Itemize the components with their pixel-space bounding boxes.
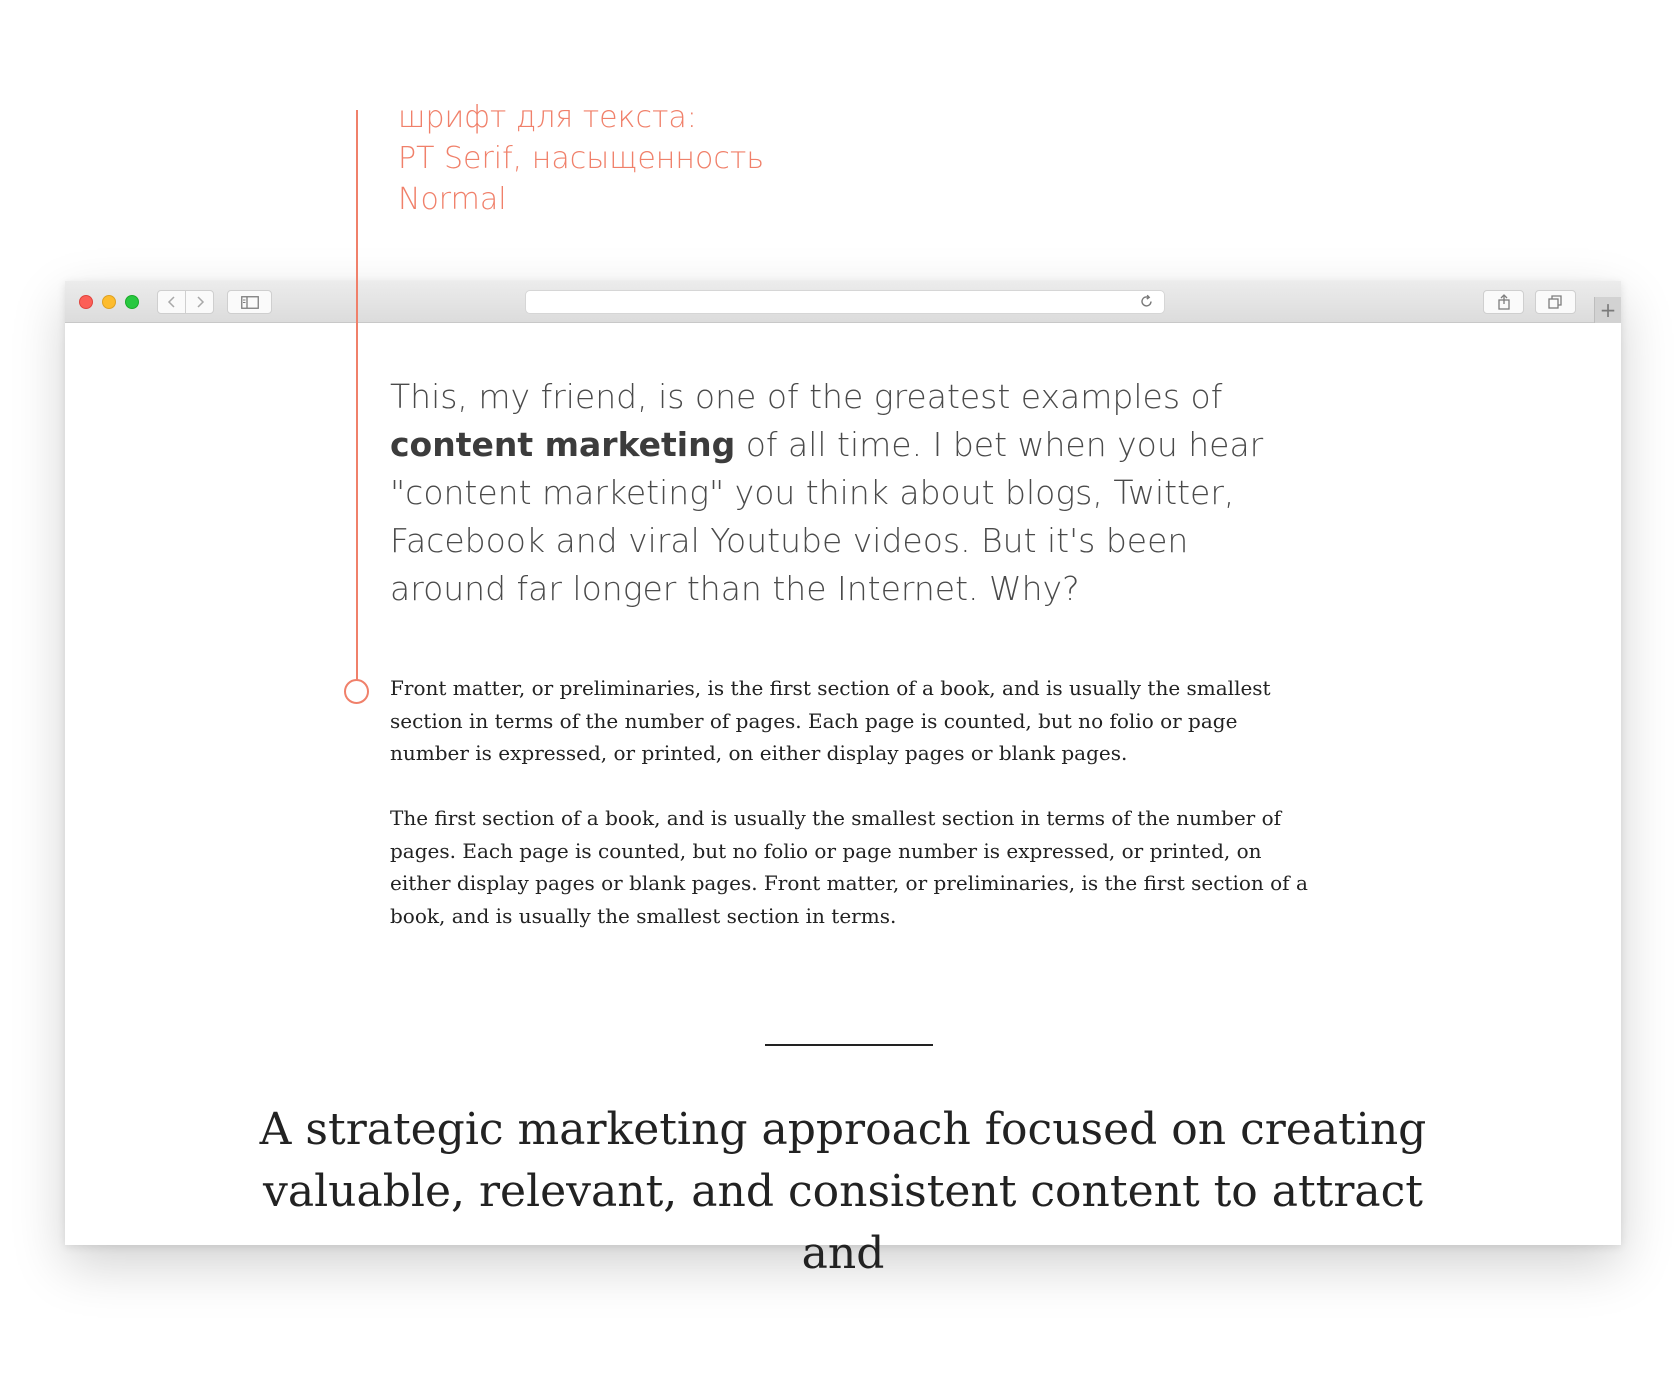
lead-text-before: This, my friend, is one of the greatest examples of bbox=[390, 377, 1223, 416]
window-close-button[interactable] bbox=[79, 295, 93, 309]
window-minimize-button[interactable] bbox=[102, 295, 116, 309]
annotation-note bbox=[398, 97, 818, 220]
annotation-line-3: Normal bbox=[398, 182, 507, 217]
chevron-right-icon bbox=[195, 295, 205, 309]
tabs-icon bbox=[1548, 295, 1563, 309]
new-tab-button[interactable]: + bbox=[1594, 297, 1621, 323]
annotation-pointer-circle bbox=[344, 679, 369, 704]
sidebar-toggle-button[interactable] bbox=[227, 290, 272, 314]
section-divider bbox=[765, 1044, 933, 1046]
lead-paragraph bbox=[390, 373, 1310, 613]
window-maximize-button[interactable] bbox=[125, 295, 139, 309]
lead-text-after: of all time. I bet when you hear "content marketing" you think about blogs, Twitter, Facebook and viral Youtube videos. But it's been around far longer than the Internet. Why? bbox=[390, 425, 1264, 608]
sidebar-icon bbox=[241, 296, 259, 309]
share-button[interactable] bbox=[1483, 290, 1524, 314]
address-bar[interactable] bbox=[525, 290, 1165, 314]
show-tabs-button[interactable] bbox=[1535, 290, 1576, 314]
body-paragraph-2: The first section of a book, and is usually the smallest section in terms of the number of pages. Each page is counted, but no folio or page number is expressed, or printed, on either display pages or blank pages. Front matter, or preliminaries, is the first section of a book, and is usually the smallest section in terms. bbox=[390, 806, 1308, 928]
browser-window bbox=[65, 281, 1621, 1279]
back-button[interactable] bbox=[157, 290, 186, 314]
reload-icon[interactable] bbox=[1139, 294, 1154, 312]
annotation-line-1: шрифт для текста: bbox=[398, 100, 697, 135]
share-icon bbox=[1497, 294, 1511, 310]
browser-toolbar bbox=[65, 281, 1621, 323]
annotation-line-2: PT Serif, насыщенность bbox=[398, 141, 765, 176]
lead-highlight: content marketing bbox=[390, 425, 736, 464]
annotation-pointer-line bbox=[356, 110, 358, 680]
pull-quote: A strategic marketing approach focused on creating valuable, relevant, and consistent content to attract and bbox=[259, 1104, 1427, 1279]
chevron-left-icon bbox=[167, 295, 177, 309]
body-paragraph-1: Front matter, or preliminaries, is the first section of a book, and is usually the smallest section in terms of the number of pages. Each page is counted, but no folio or page number is expressed, or printed, on either display pages or blank pages. bbox=[390, 676, 1271, 765]
forward-button[interactable] bbox=[185, 290, 214, 314]
